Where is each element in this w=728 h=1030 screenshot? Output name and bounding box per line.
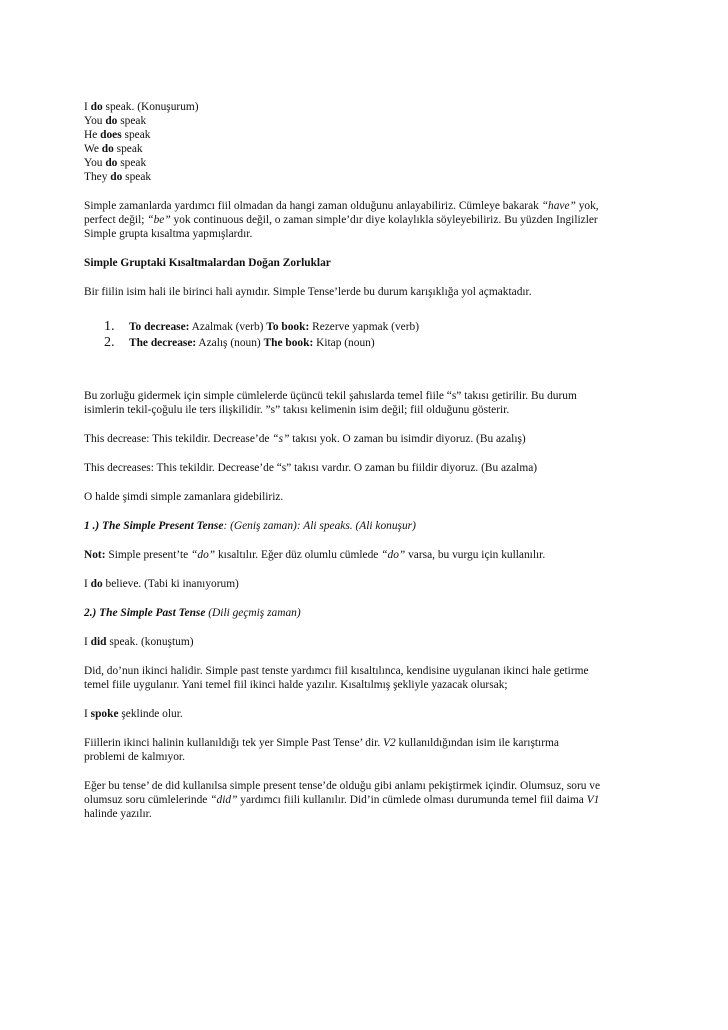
paragraph-noun-verb-same: Bir fiilin isim hali ile birinci hali aynıdır. Simple Tense’lerde bu durum karışıklığa yol açmaktadır. (84, 286, 532, 298)
paragraph-s-suffix: Bu zorluğu gidermek için simple cümlelerde üçüncü tekil şahıslarda temel fiile “s” takısı getirilir. Bu durum isimlerin tekil-çoğulu ile ters ilişkilidir. ”s” takısı kelimenin isim değil; fiil olduğunu gösterir. (84, 390, 577, 416)
paragraph-spoke: I spoke şeklinde olur. (84, 708, 183, 720)
section-heading: Simple Gruptaki Kısaltmalardan Doğan Zorluklar (84, 257, 331, 269)
conjugation-row: We do speak (84, 143, 143, 155)
list-item: 1. To decrease: Azalmak (verb) To book: Rezerve yapmak (verb) (104, 319, 419, 334)
conjugation-row: He does speak (84, 129, 151, 141)
paragraph-decrease-noun: This decrease: This tekildir. Decrease’de “s” takısı yok. O zaman bu isimdir diyoruz. (Bu azalış) (84, 433, 526, 445)
paragraph-did-emphasis: Eğer bu tense’ de did kullanılsa simple present tense’de olduğu gibi anlamı pekiştirmek içindir. Olumsuz, soru ve olumsuz soru cümlelerinde “did” yardımcı fiili kullanılır. Did’in cümlede olması durumunda temel fiil daima V1 halinde yazılır. (84, 780, 601, 820)
document-page (84, 100, 654, 836)
paragraph-v2-usage: Fiillerin ikinci halinin kullanıldığı tek yer Simple Past Tense’ dir. V2 kullanıldığından isim ile karıştırma problemi de kalmıyor. (84, 737, 559, 763)
conjugation-list (84, 100, 654, 184)
paragraph-did-speak: I did speak. (konuştum) (84, 636, 194, 648)
conjugation-row: They do speak (84, 171, 152, 183)
paragraph-note-do: Not: Simple present’te “do” kısaltılır. Eğer düz olumlu cümlede “do” varsa, bu vurgu için kullanılır. (84, 549, 546, 561)
heading-simple-past: 2.) The Simple Past Tense (Dili geçmiş zaman) (84, 607, 301, 619)
paragraph-decreases-verb: This decreases: This tekildir. Decrease’de “s” takısı vardır. O zaman bu fiildir diyoruz. (Bu azalma) (84, 462, 538, 474)
paragraph-transition: O halde şimdi simple zamanlara gidebiliriz. (84, 491, 284, 503)
heading-simple-present: 1 .) The Simple Present Tense: (Geniş zaman): Ali speaks. (Ali konuşur) (84, 520, 416, 532)
example-list (84, 319, 654, 351)
paragraph-simple-abbreviation: Simple zamanlarda yardımcı fiil olmadan da hangi zaman olduğunu anlayabiliriz. Cümleye bakarak “have” yok, perfect değil; “be” yok continuous değil, o zaman simple’dır diye kolaylıkla söyleyebiliriz. Bu yüzden Ingilizler Simple grupta kısaltma yapmışlardır. (84, 200, 599, 240)
conjugation-row: You do speak (84, 157, 147, 169)
conjugation-row: You do speak (84, 115, 147, 127)
conjugation-row: I do speak. (Konuşurum) (84, 101, 199, 113)
paragraph-did-explanation: Did, do’nun ikinci halidir. Simple past tenste yardımcı fiil kısaltılınca, kendisine uygulanan ikinci hale getirme temel fiile uygulanır. Yani temel fiil ikinci halde yazılır. Kısaltılmış şekliyle yazacak olursak; (84, 665, 589, 691)
paragraph-do-believe: I do believe. (Tabi ki inanıyorum) (84, 578, 239, 590)
list-item: 2. The decrease: Azalış (noun) The book: Kitap (noun) (104, 335, 375, 350)
